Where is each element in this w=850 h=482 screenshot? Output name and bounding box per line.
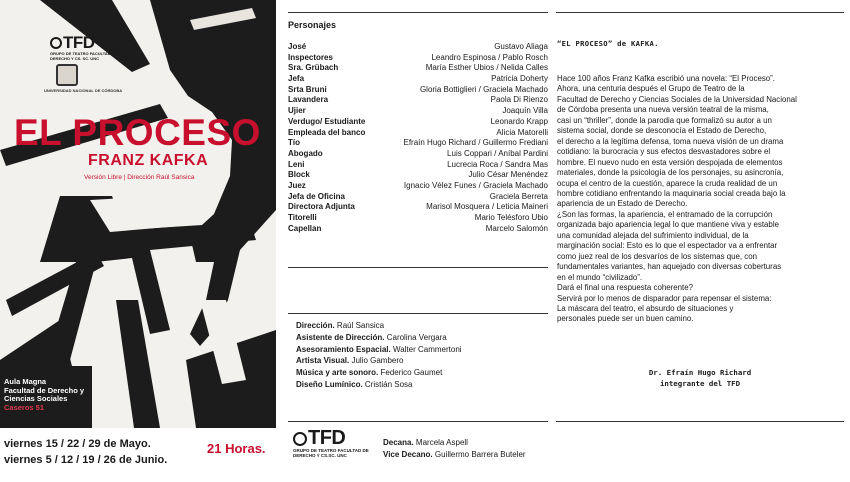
version-credit: Versión Libre | Dirección Raúl Sansica bbox=[84, 174, 195, 181]
cast-row bbox=[288, 95, 548, 106]
venue-address: Caseros 51 bbox=[4, 402, 45, 412]
cast-actor: María Esther Ubios / Nelida Calles bbox=[425, 63, 548, 73]
cast-row bbox=[288, 106, 548, 117]
cast-role: Srta Bruni bbox=[288, 84, 327, 94]
article-line: una comunidad alejada del sufrimiento individual, de la bbox=[557, 230, 749, 240]
crew-name: Walter Cammertoni bbox=[392, 344, 462, 354]
schedule-dates bbox=[4, 436, 167, 468]
crew-role: Asistente de Dirección. bbox=[296, 332, 385, 342]
cast-row bbox=[288, 181, 548, 192]
crew-row bbox=[296, 332, 462, 344]
crew-name: Cristián Sosa bbox=[364, 379, 413, 389]
cast-actor: Lucrecia Roca / Sandra Mas bbox=[447, 159, 548, 169]
crew-name: Raúl Sansica bbox=[336, 321, 385, 330]
cast-row bbox=[288, 192, 548, 203]
article-line: Facultad de Derecho y Ciencias Sociales de la Universidad Nacional bbox=[557, 94, 797, 104]
cast-row bbox=[288, 85, 548, 96]
cast-role: Jefa bbox=[288, 74, 305, 84]
article-signature bbox=[600, 367, 800, 389]
venue-line: Ciencias Sociales bbox=[4, 394, 68, 403]
cast-role: Jefa de Oficina bbox=[288, 191, 345, 201]
cast-actor: Joaquín Villa bbox=[502, 106, 548, 116]
article-line: cotidiano: la burocracia y sus efectos desvastadores sobre el bbox=[557, 147, 771, 157]
divider bbox=[288, 421, 548, 422]
cast-role: Capellan bbox=[288, 223, 322, 233]
cast-heading: Personajes bbox=[288, 20, 337, 30]
article-line: personales puede ser un buen camino. bbox=[557, 314, 694, 324]
crew-row bbox=[296, 344, 462, 356]
cast-row bbox=[288, 213, 548, 224]
cast-row bbox=[288, 117, 548, 128]
crew-role: Diseño Lumínico. bbox=[296, 379, 363, 389]
article-line: el derecho a la legítima defensa, toma nueva visión de un drama bbox=[557, 136, 784, 146]
dean-row bbox=[383, 437, 526, 449]
cast-actor: Leonardo Krapp bbox=[490, 116, 548, 126]
cast-actor: Graciela Berreta bbox=[489, 191, 548, 201]
divider bbox=[556, 421, 844, 422]
article-line: Dará el final una respuesta coherente? bbox=[557, 283, 693, 293]
article-line: apariencia de un Estado de Derecho. bbox=[557, 199, 688, 209]
cast-role: Ujier bbox=[288, 106, 306, 116]
logo-subtitle: GRUPO DE TEATRO FACULTAD DE DERECHO Y CS. SC. UNC bbox=[50, 51, 118, 61]
cast-actor: Patricia Doherty bbox=[491, 74, 548, 84]
dates-june: viernes 5 / 12 / 19 / 26 de Junio. bbox=[4, 454, 168, 466]
article-line: Servirá por lo menos de disparador para repensar el sistema: bbox=[557, 293, 772, 303]
cast-row bbox=[288, 170, 548, 181]
cast-actor: Paola Di Rienzo bbox=[490, 95, 548, 105]
cast-role: José bbox=[288, 42, 307, 51]
cast-row bbox=[288, 138, 548, 149]
venue-line: Aula Magna bbox=[4, 377, 47, 386]
divider bbox=[556, 12, 844, 13]
article-line: de Córdoba presenta una nueva versión teatral de la misma, bbox=[557, 105, 769, 115]
crew-row bbox=[296, 379, 462, 391]
vice-dean-role: Vice Decano. bbox=[383, 450, 433, 459]
divider bbox=[288, 12, 548, 13]
article-line: marginación social: Esto es lo que el espectador va a enfrentar bbox=[557, 241, 778, 251]
crew-role: Música y arte sonoro. bbox=[296, 368, 379, 378]
poster-illustration bbox=[0, 0, 276, 428]
article-line: como juez real de los desvaríos de los sistemas que, con bbox=[557, 251, 757, 261]
article-line: hombre cotidiano enfrentando la maquinaria social creada bajo la bbox=[557, 188, 786, 198]
cast-actor: Julio César Menéndez bbox=[468, 170, 548, 180]
cast-role: Inspectores bbox=[288, 52, 333, 62]
cast-actor: Gloria Bottiglieri / Graciela Machado bbox=[419, 84, 548, 94]
university-seal-text: UNIVERSIDAD NACIONAL DE CÓRDOBA bbox=[44, 88, 123, 93]
venue bbox=[4, 378, 84, 412]
poster bbox=[0, 0, 276, 428]
crew-role: Artista Visual. bbox=[296, 356, 350, 366]
cast-role: Leni bbox=[288, 159, 305, 169]
venue-line: Facultad de Derecho y bbox=[4, 385, 85, 395]
article-line: La máscara del teatro, el absurdo de situaciones y bbox=[557, 303, 734, 313]
cast-list bbox=[288, 42, 548, 234]
crew-row bbox=[296, 355, 462, 367]
show-time: 21 Horas. bbox=[207, 441, 266, 456]
cast-role: Juez bbox=[288, 180, 306, 190]
tfd-logo bbox=[50, 34, 122, 61]
cast-actor: Luis Coppari / Aníbal Pardini bbox=[447, 148, 548, 158]
vice-dean-row bbox=[383, 449, 526, 461]
cast-row bbox=[288, 42, 548, 53]
article-line: fundamentales variantes, han aquejado con diversas coberturas bbox=[557, 262, 782, 272]
crew-row bbox=[296, 320, 462, 332]
tfd-mark-icon bbox=[293, 432, 307, 446]
article-line: ¿Son las formas, la apariencia, el entramado de la corrupción bbox=[557, 209, 773, 219]
cast-row bbox=[288, 74, 548, 85]
crew-name: Federico Gaumet bbox=[380, 368, 443, 378]
article-line: hombre. El nuevo nudo en esta versión despojada de elementos bbox=[557, 157, 783, 167]
article-line: Ahora, una centuria después el Grupo de Teatro de la bbox=[557, 84, 745, 94]
crew-role: Dirección. bbox=[296, 321, 335, 330]
crew-name: Carolina Vergara bbox=[386, 332, 447, 342]
dean-role: Decana. bbox=[383, 438, 414, 447]
article-line: casi un “thriller”, donde la parodia que formalizó su autor a un bbox=[557, 115, 772, 125]
article-line: materiales, donde la psicología de los personajes, su asincronía, bbox=[557, 168, 784, 178]
divider bbox=[288, 313, 548, 314]
cast-role: Sra. Grübach bbox=[288, 63, 339, 73]
cast-actor: Efraín Hugo Richard / Guillermo Frediani bbox=[403, 138, 548, 148]
cast-row bbox=[288, 202, 548, 213]
cast-actor: Alicia Matorelli bbox=[496, 127, 548, 137]
crew-name: Julio Gambero bbox=[351, 356, 404, 366]
signature-role: integrante del TFD bbox=[659, 379, 741, 388]
play-author: FRANZ KAFKA bbox=[88, 152, 209, 169]
cast-row bbox=[288, 63, 548, 74]
article-body bbox=[557, 74, 842, 325]
logo-subtitle: GRUPO DE TEATRO FACULTAD DE DERECHO Y CS.SC. UNC bbox=[293, 448, 369, 458]
article-line: en el mundo “civilizado”. bbox=[557, 272, 643, 282]
cast-role: Lavandera bbox=[288, 95, 329, 105]
crew-list bbox=[296, 320, 462, 391]
cast-actor: Gustavo Aliaga bbox=[494, 42, 548, 51]
dates-may: viernes 15 / 22 / 29 de Mayo. bbox=[4, 438, 151, 450]
vice-dean-name: Guillermo Barrera Buteler bbox=[434, 450, 526, 459]
article-heading: “EL PROCESO” de KAFKA. bbox=[557, 39, 659, 48]
tfd-mark-icon bbox=[50, 37, 62, 49]
crew-row bbox=[296, 367, 462, 379]
cast-row bbox=[288, 53, 548, 64]
article-line: ocupa el centro de la cuestión, aparece la cruda realidad de un bbox=[557, 178, 778, 188]
article-line: Hace 100 años Franz Kafka escribió una novela: “El Proceso”. bbox=[557, 74, 775, 83]
cast-row bbox=[288, 149, 548, 160]
cast-role: Titorelli bbox=[288, 213, 317, 222]
cast-row bbox=[288, 160, 548, 171]
cast-role: Empleada del banco bbox=[288, 127, 366, 137]
cast-actor: Marisol Mosquera / Leticia Maineri bbox=[426, 202, 548, 212]
cast-row bbox=[288, 224, 548, 235]
cast-role: Tío bbox=[288, 138, 300, 148]
signature-name: Dr. Efraín Hugo Richard bbox=[648, 368, 752, 377]
cast-actor: Ignacio Vélez Funes / Graciela Machado bbox=[403, 180, 548, 190]
dean-name: Marcela Aspell bbox=[415, 438, 468, 447]
crew-role: Asesoramiento Espacial. bbox=[296, 344, 391, 354]
university-seal-icon bbox=[56, 64, 78, 86]
cast-role: Block bbox=[288, 170, 310, 180]
cast-row bbox=[288, 128, 548, 139]
cast-role: Abogado bbox=[288, 148, 323, 158]
divider bbox=[288, 267, 548, 268]
article-line: sistema social, donde se desconocía el Estado de Derecho, bbox=[557, 126, 767, 136]
cast-actor: Marcelo Salomón bbox=[485, 223, 548, 233]
play-title: EL PROCESO bbox=[14, 112, 261, 153]
logo-text: TFD bbox=[308, 427, 346, 449]
cast-role: Verdugo/ Estudiante bbox=[288, 116, 366, 126]
cast-actor: Mario Telésforo Ubio bbox=[474, 213, 548, 222]
cast-actor: Leandro Espinosa / Pablo Rosch bbox=[431, 52, 548, 62]
faculty-authorities bbox=[383, 437, 526, 461]
cast-role: Directora Adjunta bbox=[288, 202, 355, 212]
logo-text: TFD bbox=[63, 33, 95, 52]
article-line: organizada bajo apariencia legal lo que mantiene viva y estable bbox=[557, 220, 779, 230]
footer-tfd-logo bbox=[293, 428, 373, 458]
